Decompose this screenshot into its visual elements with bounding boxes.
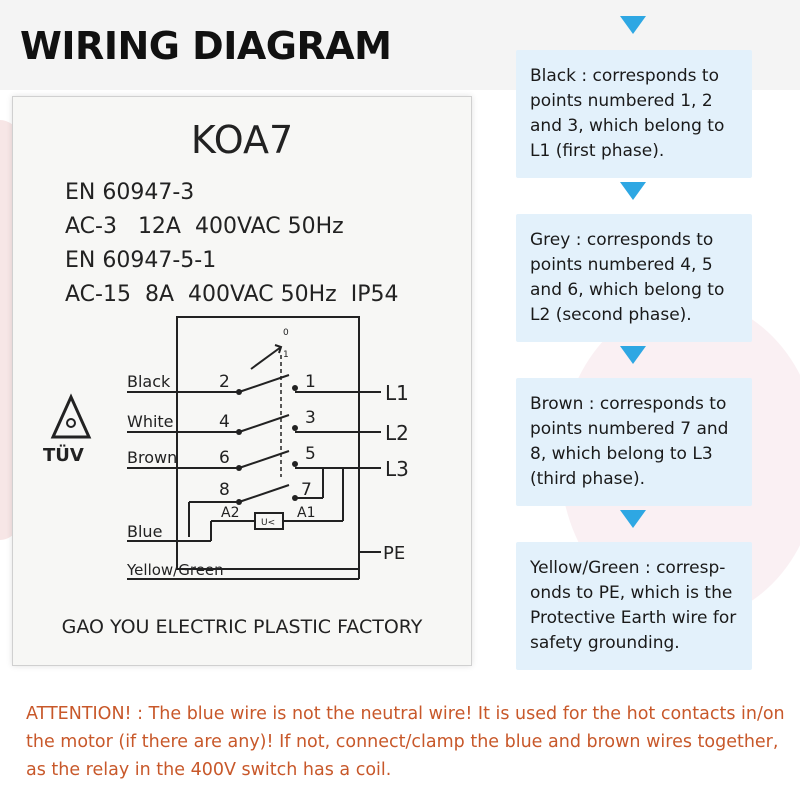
spec-line-3: EN 60947-5-1 (65, 248, 217, 273)
info-panel-black (516, 50, 752, 178)
tuv-inner-mark (67, 419, 75, 427)
line-label-l2: L2 (385, 421, 409, 445)
terminal-4: 4 (219, 412, 230, 432)
wire-label-white: White (127, 412, 174, 431)
line-label-pe: PE (383, 543, 406, 564)
line-label-l1: L1 (385, 381, 409, 405)
switch-position-1: 1 (283, 350, 289, 360)
coil-label-u: U< (261, 518, 276, 528)
arrow-down-icon (620, 346, 646, 364)
attention-note: ATTENTION! : The blue wire is not the neutral wire! It is used for the hot contacts in/on the motor (if there are any)! If not, connect/clamp the blue and brown wires together, as the relay in the 400V switch has a coil. (26, 704, 785, 780)
terminal-7: 7 (301, 480, 312, 500)
wire-label-blue: Blue (127, 522, 163, 541)
wire-label-black: Black (127, 372, 171, 391)
info-panel-text: Yellow/Green : corresp-onds to PE, which is the Protective Earth wire for safety grounding. (530, 558, 737, 653)
wiring-schematic (13, 97, 471, 665)
coil-label-a2: A2 (221, 505, 240, 521)
coil-label-a1: A1 (297, 505, 316, 521)
terminal-3: 3 (305, 408, 316, 428)
info-panel-brown (516, 378, 752, 506)
page-title: WIRING DIAGRAM (20, 24, 392, 68)
terminal-3-dot (292, 425, 298, 431)
schematic-frame (177, 317, 359, 569)
contact-5-6 (239, 451, 289, 468)
wire-label-yellow-green: Yellow/Green (127, 561, 224, 579)
cert-mark: TÜV (43, 445, 84, 466)
terminal-5: 5 (305, 444, 316, 464)
arrow-down-icon (620, 16, 646, 34)
info-panel-text: Grey : corresponds to points numbered 4, 5 and 6, which belong to L2 (second phase). (530, 230, 725, 325)
terminal-1-dot (292, 385, 298, 391)
info-panel-text: Brown : corresponds to points numbered 7 and 8, which belong to L3 (third phase). (530, 394, 729, 489)
spec-line-1: EN 60947-3 (65, 180, 195, 205)
line-label-l3: L3 (385, 457, 409, 481)
device-label (12, 96, 472, 666)
terminal-2: 2 (219, 372, 230, 392)
info-panel-yellow-green (516, 542, 752, 670)
spec-line-2: AC-3 12A 400VAC 50Hz (65, 214, 344, 239)
arrow-down-icon (620, 182, 646, 200)
switch-position-0: 0 (283, 328, 289, 338)
wire-label-brown: Brown (127, 448, 178, 467)
terminal-6: 6 (219, 448, 230, 468)
switch-actuator-arrow (251, 345, 281, 369)
terminal-5-dot (292, 461, 298, 467)
info-panel-text: Black : corresponds to points numbered 1, 2 and 3, which belong to L1 (first phase). (530, 66, 725, 161)
spec-line-4: AC-15 8A 400VAC 50Hz IP54 (65, 282, 399, 307)
model-name: KOA7 (190, 118, 294, 162)
contact-3-4 (239, 415, 289, 432)
tuv-triangle-icon (53, 397, 89, 437)
arrow-down-icon (620, 510, 646, 528)
terminal-8: 8 (219, 480, 230, 500)
terminal-1: 1 (305, 372, 316, 392)
info-panel-grey (516, 214, 752, 342)
manufacturer-name: GAO YOU ELECTRIC PLASTIC FACTORY (61, 616, 423, 638)
contact-7-8 (239, 485, 289, 502)
